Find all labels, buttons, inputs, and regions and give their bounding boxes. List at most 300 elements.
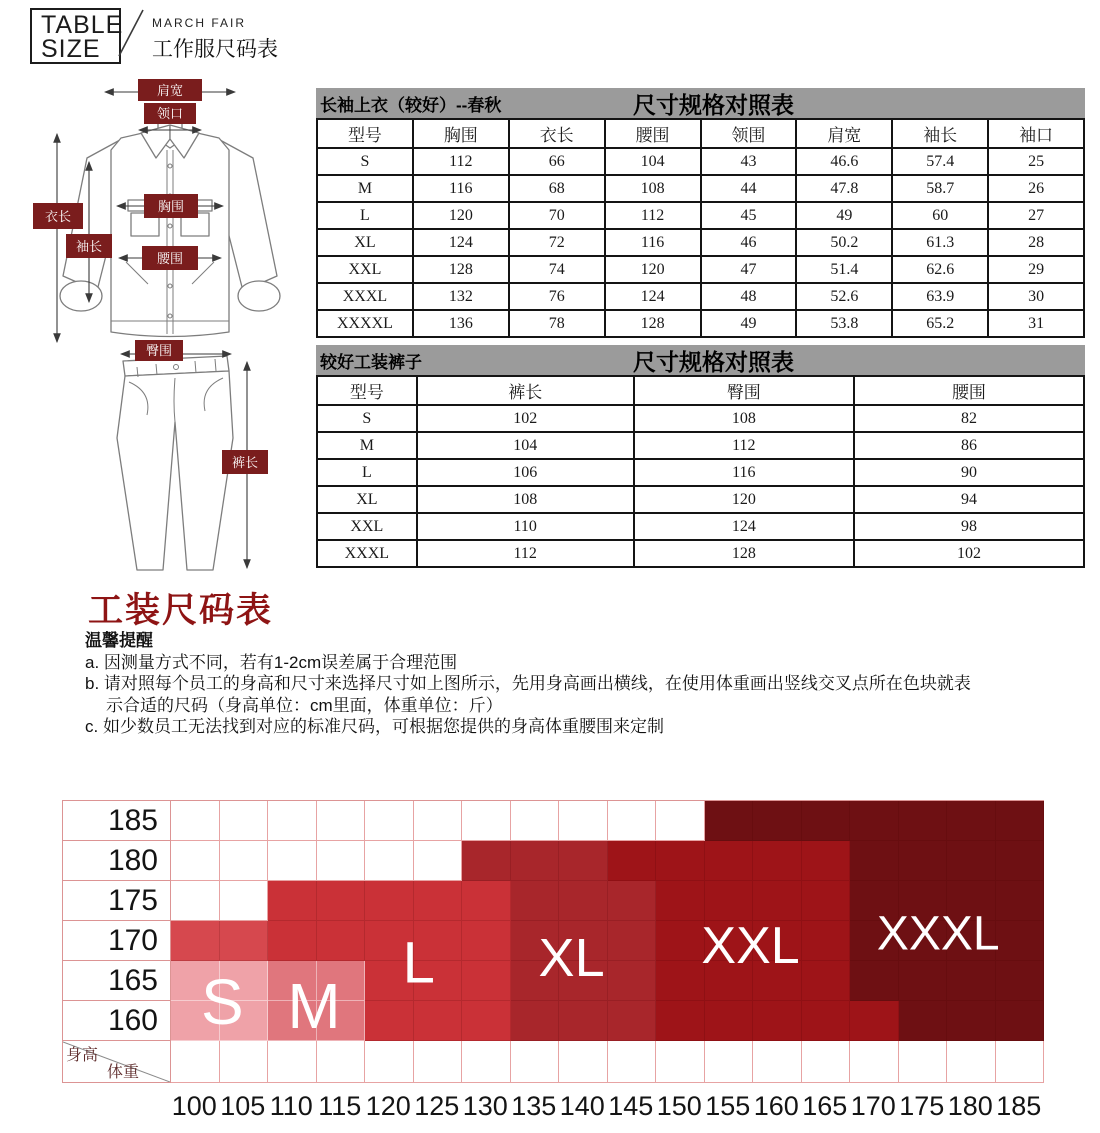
heatmap-cell xyxy=(899,881,948,921)
pants-table xyxy=(316,375,1085,568)
cell: 104 xyxy=(605,148,701,175)
heatmap-cell xyxy=(947,801,996,841)
cell: 27 xyxy=(988,202,1084,229)
x-axis-tick-label: 110 xyxy=(269,1091,313,1121)
heatmap-cell xyxy=(462,921,511,961)
heatmap-cell xyxy=(268,921,317,961)
jacket-table-title: 长袖上衣（较好）--春秋 xyxy=(320,95,502,115)
garment-diagram xyxy=(25,70,315,590)
size-zone-label: S xyxy=(201,965,244,1038)
heatmap-cell xyxy=(171,881,220,921)
heatmap-cell xyxy=(268,1041,317,1083)
heatmap-cell xyxy=(268,841,317,881)
heatmap-cell xyxy=(365,1041,414,1083)
heatmap-cell xyxy=(753,841,802,881)
pants-table-title: 较好工装裤子 xyxy=(320,352,422,372)
size-heatmap xyxy=(62,800,1044,1122)
cell: 136 xyxy=(413,310,509,337)
heatmap-cell xyxy=(365,921,414,961)
jacket-table-header-bar xyxy=(316,88,1085,118)
heatmap-cell xyxy=(511,921,560,961)
heatmap-cell xyxy=(559,921,608,961)
cell: 82 xyxy=(854,405,1084,432)
heatmap-cell xyxy=(899,841,948,881)
notes-title: 温馨提醒 xyxy=(85,631,153,650)
heatmap-cell xyxy=(802,1001,851,1041)
y-axis-tick-label: 185 xyxy=(63,801,171,841)
heatmap-cell xyxy=(414,961,463,1001)
heatmap-cell xyxy=(268,1001,317,1041)
pants-table-header-bar xyxy=(316,345,1085,375)
table-row xyxy=(317,513,1084,540)
heatmap-cell xyxy=(753,1041,802,1083)
svg-text:胸围: 胸围 xyxy=(157,199,185,214)
heatmap-cell xyxy=(899,801,948,841)
cell: 45 xyxy=(701,202,797,229)
header-cell: 衣长 xyxy=(509,119,605,148)
heatmap-cell xyxy=(414,921,463,961)
size-zone-label: XL xyxy=(538,928,605,989)
heatmap-cell xyxy=(220,1041,269,1083)
measure-label-sleeve-length xyxy=(66,234,112,258)
heatmap-cell xyxy=(365,881,414,921)
heatmap-cell xyxy=(656,1001,705,1041)
cell: 51.4 xyxy=(796,256,892,283)
svg-text:裤长: 裤长 xyxy=(231,455,259,470)
cell: 49 xyxy=(701,310,797,337)
table-row xyxy=(317,540,1084,567)
x-axis-tick-label: 105 xyxy=(220,1091,266,1121)
axis-corner-cell xyxy=(63,1041,171,1083)
y-axis-tick-label: 170 xyxy=(63,921,171,961)
cell: S xyxy=(317,405,417,432)
heatmap-cell xyxy=(705,881,754,921)
heatmap-cell xyxy=(802,1041,851,1083)
cell: 72 xyxy=(509,229,605,256)
cell: XXL xyxy=(317,513,417,540)
cell: 65.2 xyxy=(892,310,988,337)
jacket-size-table-section xyxy=(316,88,1085,338)
cell: 50.2 xyxy=(796,229,892,256)
heatmap-cell xyxy=(317,961,366,1001)
heatmap-cell xyxy=(414,881,463,921)
heatmap-grid xyxy=(62,800,1044,1083)
header-cell: 袖口 xyxy=(988,119,1084,148)
heatmap-row xyxy=(63,881,1044,921)
header-cell: 型号 xyxy=(317,376,417,405)
y-axis-tick-label: 160 xyxy=(63,1001,171,1041)
cell: XXL xyxy=(317,256,413,283)
cell: 46.6 xyxy=(796,148,892,175)
cell: 128 xyxy=(605,310,701,337)
header-cell: 腰围 xyxy=(605,119,701,148)
heatmap-cell xyxy=(608,841,657,881)
size-zone-label: M xyxy=(287,970,341,1043)
heatmap-cell xyxy=(705,921,754,961)
size-zone-label: XXXL xyxy=(876,907,1000,961)
heatmap-row xyxy=(63,801,1044,841)
heatmap-cell xyxy=(462,841,511,881)
heatmap-cell xyxy=(850,881,899,921)
x-axis-tick-label: 115 xyxy=(318,1091,362,1121)
x-axis-tick-label: 150 xyxy=(656,1091,702,1121)
cell: 86 xyxy=(854,432,1084,459)
cell: XL xyxy=(317,486,417,513)
table-row xyxy=(317,432,1084,459)
table-row xyxy=(317,283,1084,310)
heatmap-cell xyxy=(317,1041,366,1083)
cell: 78 xyxy=(509,310,605,337)
heatmap-cell xyxy=(608,1001,657,1041)
heatmap-cell xyxy=(171,921,220,961)
heatmap-row xyxy=(63,921,1044,961)
x-axis-tick-label: 155 xyxy=(705,1091,751,1121)
x-axis-tick-label: 170 xyxy=(850,1091,896,1121)
heatmap-cell xyxy=(317,921,366,961)
heatmap-cell xyxy=(511,961,560,1001)
heatmap-cell xyxy=(850,1041,899,1083)
table-row xyxy=(317,148,1084,175)
heatmap-cell xyxy=(947,1041,996,1083)
cell: XXXL xyxy=(317,283,413,310)
heatmap-cell xyxy=(171,961,220,1001)
brand-text xyxy=(152,16,278,63)
cell: 47.8 xyxy=(796,175,892,202)
heatmap-cell xyxy=(705,841,754,881)
brand-name: MARCH FAIR xyxy=(152,16,247,30)
svg-text:衣长: 衣长 xyxy=(44,209,72,224)
heatmap-cell xyxy=(802,921,851,961)
heatmap-cell xyxy=(705,961,754,1001)
heatmap-row xyxy=(63,841,1044,881)
heatmap-cell xyxy=(608,961,657,1001)
measure-label-hip xyxy=(135,340,183,361)
size-zone-label: L xyxy=(402,930,435,996)
cell: 63.9 xyxy=(892,283,988,310)
cell: 104 xyxy=(417,432,634,459)
heatmap-cell xyxy=(268,961,317,1001)
cell: 112 xyxy=(605,202,701,229)
heatmap-cell xyxy=(317,841,366,881)
heatmap-cell xyxy=(608,921,657,961)
heatmap-cell xyxy=(850,961,899,1001)
cell: 124 xyxy=(413,229,509,256)
svg-text:肩宽: 肩宽 xyxy=(156,83,184,98)
header-cell: 型号 xyxy=(317,119,413,148)
logo xyxy=(30,8,124,64)
cell: 108 xyxy=(634,405,854,432)
heatmap-row xyxy=(63,1001,1044,1041)
cell: 30 xyxy=(988,283,1084,310)
x-axis-spacer xyxy=(62,1091,170,1122)
heatmap-cell xyxy=(220,881,269,921)
heatmap-cell xyxy=(608,801,657,841)
note-c: c. 如少数员工无法找到对应的标准尺码，可根据您提供的身高体重腰围来定制 xyxy=(85,717,664,736)
cell: 46 xyxy=(701,229,797,256)
cell: 112 xyxy=(413,148,509,175)
heatmap-cell xyxy=(947,1001,996,1041)
heatmap-cell xyxy=(317,801,366,841)
cell: 28 xyxy=(988,229,1084,256)
heatmap-cell xyxy=(559,1041,608,1083)
heatmap-cell xyxy=(220,801,269,841)
heatmap-cell xyxy=(608,881,657,921)
heatmap-corner-row xyxy=(63,1041,1044,1083)
table-row xyxy=(317,310,1084,337)
note-b-line2: 示合适的尺码（身高单位：cm里面，体重单位：斤） xyxy=(106,695,503,715)
heatmap-cell xyxy=(947,841,996,881)
heatmap-cell xyxy=(365,801,414,841)
heatmap-cell xyxy=(462,1041,511,1083)
cell: 108 xyxy=(417,486,634,513)
cell: L xyxy=(317,459,417,486)
heatmap-cell xyxy=(996,841,1045,881)
heatmap-cell xyxy=(705,801,754,841)
heatmap-cell xyxy=(802,841,851,881)
heatmap-cell xyxy=(220,1001,269,1041)
heatmap-x-axis xyxy=(62,1091,1044,1122)
cell: 102 xyxy=(854,540,1084,567)
cell: 74 xyxy=(509,256,605,283)
cell: 52.6 xyxy=(796,283,892,310)
header-cell: 袖长 xyxy=(892,119,988,148)
cell: 25 xyxy=(988,148,1084,175)
size-zone-label: XXL xyxy=(701,917,800,976)
x-axis-title: 体重 xyxy=(107,1064,140,1081)
x-axis-tick-label: 130 xyxy=(462,1091,508,1121)
heatmap-cell xyxy=(511,841,560,881)
heatmap-cell xyxy=(802,801,851,841)
heatmap-cell xyxy=(996,1041,1045,1083)
heatmap-cell xyxy=(850,921,899,961)
heatmap-cell xyxy=(220,921,269,961)
cell: 94 xyxy=(854,486,1084,513)
table-row xyxy=(317,486,1084,513)
cell: 116 xyxy=(413,175,509,202)
cell: 29 xyxy=(988,256,1084,283)
cell: 132 xyxy=(413,283,509,310)
cell: XL xyxy=(317,229,413,256)
heatmap-cell xyxy=(365,841,414,881)
cell: 124 xyxy=(605,283,701,310)
heatmap-cell xyxy=(899,961,948,1001)
measure-label-waist xyxy=(142,246,198,270)
size-table xyxy=(316,118,1085,338)
heatmap-cell xyxy=(365,1001,414,1041)
heatmap-cell xyxy=(462,961,511,1001)
heatmap-cell xyxy=(947,961,996,1001)
heatmap-cell xyxy=(947,881,996,921)
y-axis-title: 身高 xyxy=(66,1047,99,1064)
heatmap-cell xyxy=(705,1001,754,1041)
svg-text:袖长: 袖长 xyxy=(75,239,103,254)
heatmap-cell xyxy=(171,1001,220,1041)
cell: M xyxy=(317,432,417,459)
table-header-row xyxy=(317,119,1084,148)
cell: 31 xyxy=(988,310,1084,337)
cell: 116 xyxy=(605,229,701,256)
cell: 120 xyxy=(634,486,854,513)
cell: 120 xyxy=(605,256,701,283)
heatmap-cell xyxy=(559,881,608,921)
cell: 110 xyxy=(417,513,634,540)
cell: 112 xyxy=(634,432,854,459)
heatmap-cell xyxy=(753,921,802,961)
heatmap-cell xyxy=(753,1001,802,1041)
heatmap-cell xyxy=(268,801,317,841)
header-cell: 胸围 xyxy=(413,119,509,148)
cell: L xyxy=(317,202,413,229)
measure-label-collar xyxy=(144,103,196,124)
cell: 61.3 xyxy=(892,229,988,256)
heatmap-cell xyxy=(753,881,802,921)
cell: 47 xyxy=(701,256,797,283)
heatmap-cell xyxy=(511,1041,560,1083)
heatmap-cell xyxy=(656,801,705,841)
heatmap-cell xyxy=(462,1001,511,1041)
cell: XXXL xyxy=(317,540,417,567)
heatmap-cell xyxy=(317,1001,366,1041)
svg-text:腰围: 腰围 xyxy=(156,251,184,266)
jacket-table xyxy=(316,118,1085,338)
cell: 26 xyxy=(988,175,1084,202)
svg-text:领口: 领口 xyxy=(156,106,184,121)
measure-label-jacket-length xyxy=(33,203,83,229)
cell: 116 xyxy=(634,459,854,486)
header-cell: 领围 xyxy=(701,119,797,148)
heatmap-row xyxy=(63,961,1044,1001)
jacket-table-subtitle: 尺寸规格对照表 xyxy=(633,91,794,118)
jacket-left-cuff xyxy=(60,281,102,311)
heatmap-cell xyxy=(656,841,705,881)
heatmap-cell xyxy=(511,801,560,841)
heatmap-cell xyxy=(802,881,851,921)
cell: 48 xyxy=(701,283,797,310)
logo-slash xyxy=(116,6,146,60)
heatmap-cell xyxy=(414,1001,463,1041)
cell: 62.6 xyxy=(892,256,988,283)
note-b-line1: b. 请对照每个员工的身高和尺寸来选择尺寸如上图所示，先用身高画出横线，在使用体重画出竖线交叉点所在色块就表 xyxy=(85,674,971,693)
cell: XXXXL xyxy=(317,310,413,337)
cell: 53.8 xyxy=(796,310,892,337)
heatmap-cell xyxy=(220,841,269,881)
cell: 60 xyxy=(892,202,988,229)
x-axis-tick-label: 185 xyxy=(996,1091,1042,1121)
table-row xyxy=(317,256,1084,283)
table-row xyxy=(317,175,1084,202)
cell: 49 xyxy=(796,202,892,229)
heatmap-cell xyxy=(656,1041,705,1083)
table-header-row xyxy=(317,376,1084,405)
pants-table-subtitle: 尺寸规格对照表 xyxy=(633,348,794,375)
heatmap-cell xyxy=(996,921,1045,961)
section-title: 工装尺码表 xyxy=(88,591,274,630)
x-axis-tick-label: 160 xyxy=(753,1091,799,1121)
note-a: a. 因测量方式不同，若有1-2cm误差属于合理范围 xyxy=(85,652,458,672)
cell: 68 xyxy=(509,175,605,202)
cell: S xyxy=(317,148,413,175)
heatmap-cell xyxy=(996,801,1045,841)
pants-drawing xyxy=(117,356,233,570)
heatmap-cell xyxy=(802,961,851,1001)
cell: 102 xyxy=(417,405,634,432)
table-row xyxy=(317,405,1084,432)
cell: 128 xyxy=(413,256,509,283)
heatmap-cell xyxy=(899,1001,948,1041)
cell: 90 xyxy=(854,459,1084,486)
cell: 112 xyxy=(417,540,634,567)
heatmap-cell xyxy=(171,841,220,881)
cell: 66 xyxy=(509,148,605,175)
heatmap-cell xyxy=(850,841,899,881)
heatmap-cell xyxy=(559,961,608,1001)
heatmap-cell xyxy=(559,801,608,841)
table-row xyxy=(317,202,1084,229)
table-row xyxy=(317,229,1084,256)
heatmap-cell xyxy=(656,961,705,1001)
heatmap-cell xyxy=(753,961,802,1001)
logo-line1: TABLE xyxy=(41,11,124,39)
measure-label-pants-length xyxy=(222,450,268,474)
x-axis-tick-label: 145 xyxy=(608,1091,654,1121)
notes xyxy=(85,630,1065,738)
cell: 58.7 xyxy=(892,175,988,202)
cell: 124 xyxy=(634,513,854,540)
heatmap-cell xyxy=(996,1001,1045,1041)
brand-subtitle: 工作服尺码表 xyxy=(152,38,278,61)
cell: 128 xyxy=(634,540,854,567)
heatmap-cell xyxy=(220,961,269,1001)
heatmap-cell xyxy=(899,1041,948,1083)
heatmap-cell xyxy=(511,1001,560,1041)
x-axis-tick-label: 120 xyxy=(365,1091,411,1121)
heatmap-cell xyxy=(656,881,705,921)
heatmap-cell xyxy=(171,1041,220,1083)
x-axis-tick-label: 135 xyxy=(511,1091,557,1121)
heatmap-cell xyxy=(414,1041,463,1083)
heatmap-cell xyxy=(850,1001,899,1041)
size-table xyxy=(316,375,1085,568)
measure-label-chest xyxy=(144,194,198,218)
logo-line2: SIZE xyxy=(41,35,101,63)
y-axis-tick-label: 180 xyxy=(63,841,171,881)
heatmap-cell xyxy=(171,801,220,841)
cell: 44 xyxy=(701,175,797,202)
heatmap-cell xyxy=(462,881,511,921)
heatmap-cell xyxy=(365,961,414,1001)
heatmap-cell xyxy=(996,881,1045,921)
jacket-body xyxy=(111,132,229,337)
cell: 108 xyxy=(605,175,701,202)
heatmap-cell xyxy=(268,881,317,921)
cell: 106 xyxy=(417,459,634,486)
heatmap-cell xyxy=(317,881,366,921)
heatmap-cell xyxy=(559,1001,608,1041)
cell: 120 xyxy=(413,202,509,229)
header-cell: 肩宽 xyxy=(796,119,892,148)
x-axis-tick-label: 175 xyxy=(899,1091,945,1121)
heatmap-cell xyxy=(414,801,463,841)
heatmap-cell xyxy=(462,801,511,841)
y-axis-tick-label: 165 xyxy=(63,961,171,1001)
svg-text:臀围: 臀围 xyxy=(145,343,173,358)
cell: 98 xyxy=(854,513,1084,540)
header-cell: 裤长 xyxy=(417,376,634,405)
heatmap-cell xyxy=(947,921,996,961)
x-axis-tick-label: 125 xyxy=(414,1091,460,1121)
jacket-right-cuff xyxy=(238,281,280,311)
heatmap-cell xyxy=(414,841,463,881)
